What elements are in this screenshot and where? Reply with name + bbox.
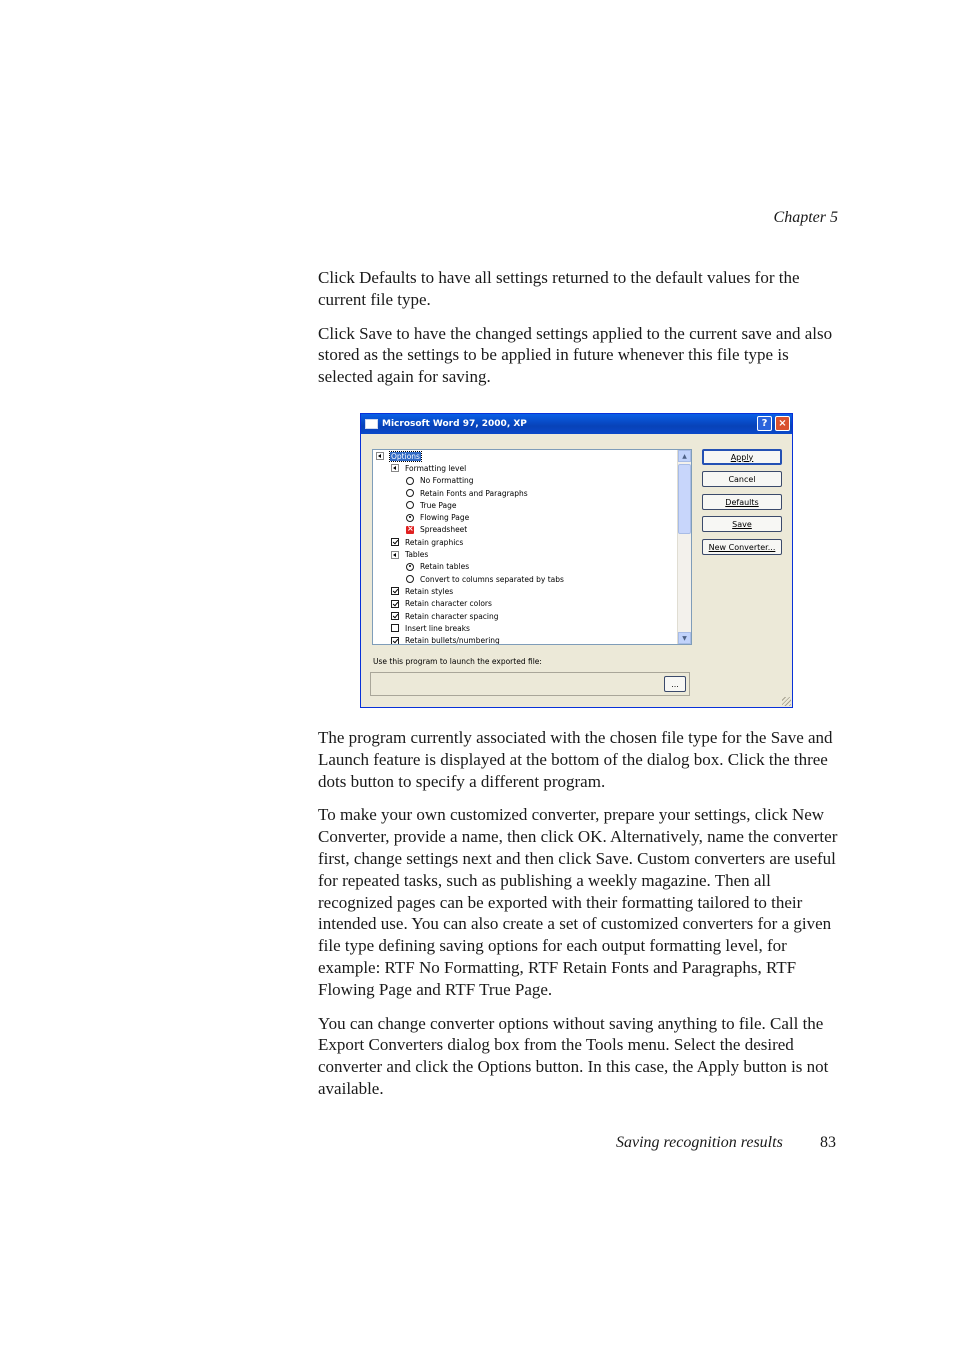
page-number: 83 [820,1134,836,1151]
cancel-button[interactable]: Cancel [702,471,782,487]
tree-row-label: Retain graphics [405,537,464,547]
tree-row-label: Retain bullets/numbering [405,636,500,645]
paragraph-defaults: Click Defaults to have all settings returned to the default values for the current file type. [318,268,800,309]
tree-row-label: Formatting level [405,463,467,473]
tree-row[interactable] [373,561,677,573]
new-converter-button[interactable]: New Converter... [702,539,782,555]
tree-row[interactable] [373,622,677,634]
paragraph-options-only: You can change converter options without saving anything to file. Call the Export Converters dialog box from the Tools menu. Select the desired converter and click the Options button. In this case, the Apply button is not available. [318,1013,829,1098]
dialog-title: Microsoft Word 97, 2000, XP [382,419,527,429]
checkbox-icon[interactable] [391,600,399,608]
close-button[interactable]: × [775,416,790,431]
defaults-button[interactable]: Defaults [702,494,782,510]
collapse-arrow-icon[interactable] [391,551,399,559]
tree-row[interactable] [373,585,677,597]
tree-row[interactable] [373,634,677,645]
help-button[interactable]: ? [757,416,772,431]
chapter-header: Chapter 5 [773,209,838,226]
tree-row-label: Tables [405,550,429,560]
paragraph-save: Click Save to have the changed settings applied to the current save and also stored as the settings to be applied in future whenever this file type is selected again for saving. [318,323,833,387]
tree-row[interactable] [373,462,677,474]
options-tree[interactable] [372,449,692,645]
radio-icon[interactable] [406,489,414,497]
converter-options-dialog [360,413,793,708]
tree-row-label: Retain styles [405,586,454,596]
bottom-text [318,727,838,1100]
resize-grip-icon[interactable] [782,697,791,706]
checkbox-icon[interactable] [391,612,399,620]
tree-row[interactable] [373,536,677,548]
tree-row-label: True Page [420,500,457,510]
window-icon [365,419,378,429]
launch-program-field[interactable] [370,672,690,696]
paragraph-custom-converter: To make your own customized converter, prepare your settings, click New Converter, provide a name, then click OK. Alternatively, name the converter first, change settings next and then click Save. Custom converters are useful for repeated tasks, such as publishing a weekly magazine. Then all recognized pages can be exported with their formatting tailored to their intended use. You can also create a set of customized converters for a given file type defining saving options for each output formatting level, for example: RTF No Formatting, RTF Retain Fonts and Paragraphs, RTF Flowing Page and RTF True Page. [318,805,838,999]
save-button[interactable]: Save [702,516,782,532]
launch-program-label: Use this program to launch the exported file: [373,657,542,666]
apply-button[interactable]: Apply [702,449,782,465]
checkbox-icon[interactable] [391,637,399,645]
browse-program-button[interactable]: ... [664,676,686,692]
scroll-down-icon[interactable]: ▼ [678,632,691,644]
dialog-titlebar[interactable] [361,414,792,434]
top-text [318,267,838,388]
scroll-up-icon[interactable]: ▲ [678,450,691,462]
tree-row[interactable] [373,475,677,487]
scroll-thumb[interactable] [678,464,691,534]
tree-row-label: No Formatting [420,476,474,486]
radio-icon[interactable] [406,514,414,522]
tree-row[interactable] [373,610,677,622]
checkbox-icon[interactable] [391,587,399,595]
tree-row[interactable] [373,450,677,462]
tree-row-label: Convert to columns separated by tabs [420,574,564,584]
radio-icon[interactable] [406,575,414,583]
tree-row-label: Spreadsheet [420,525,468,535]
collapse-arrow-icon[interactable] [391,464,399,472]
options-tree-items [373,450,677,645]
tree-row-label: Retain character spacing [405,611,499,621]
tree-row[interactable] [373,511,677,523]
radio-error-icon[interactable] [406,526,414,534]
collapse-arrow-icon[interactable] [376,452,384,460]
checkbox-icon[interactable] [391,538,399,546]
tree-row[interactable] [373,598,677,610]
radio-icon[interactable] [406,477,414,485]
footer-section-title: Saving recognition results [616,1134,783,1151]
paragraph-launch: The program currently associated with the chosen file type for the Save and Launch feature is displayed at the bottom of the dialog box. Click the three dots button to specify a different program. [318,728,833,791]
tree-row-label: Retain Fonts and Paragraphs [420,488,528,498]
tree-row-label: Retain tables [420,562,470,572]
tree-row-label: Retain character colors [405,599,492,609]
tree-row[interactable] [373,573,677,585]
tree-row[interactable] [373,524,677,536]
tree-row-label: Options [391,451,420,461]
tree-row[interactable] [373,548,677,560]
checkbox-icon[interactable] [391,624,399,632]
tree-row[interactable] [373,499,677,511]
radio-icon[interactable] [406,501,414,509]
radio-icon[interactable] [406,563,414,571]
tree-row-label: Flowing Page [420,513,470,523]
tree-scrollbar[interactable] [677,450,691,644]
tree-row[interactable] [373,487,677,499]
tree-row-label: Insert line breaks [405,623,470,633]
